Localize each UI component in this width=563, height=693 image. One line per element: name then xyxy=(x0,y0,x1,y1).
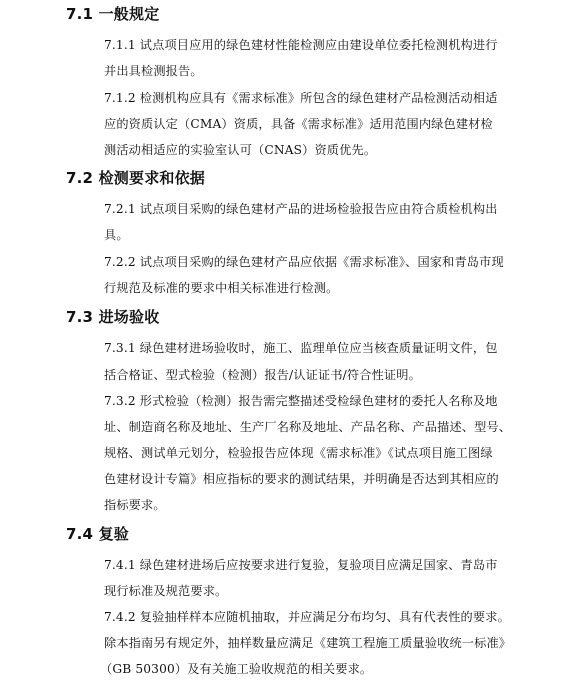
paragraph-7-3-2-line-5: 指标要求。 xyxy=(104,498,166,512)
paragraph-7-4-1-line-1: 7.4.1 绿色建材进场后应按要求进行复验，复验项目应满足国家、青岛市 xyxy=(104,558,498,572)
paragraph-7-1-2-line-1: 7.1.2 检测机构应具有《需求标准》所包含的绿色建材产品检测活动相适 xyxy=(104,91,498,105)
section-heading-7-4: 7.4 复验 xyxy=(66,525,129,543)
paragraph-7-4-2-line-2: 除本指南另有规定外，抽样数量应满足《建筑工程施工质量验收统一标准》 xyxy=(104,636,512,650)
paragraph-7-2-2-line-2: 行规范及标准的要求中相关标准进行检测。 xyxy=(104,281,339,295)
paragraph-7-4-1-line-2: 现行标准及规范要求。 xyxy=(104,584,228,598)
paragraph-7-3-2-line-2: 址、制造商名称及地址、生产厂名称及地址、产品名称、产品描述、型号、 xyxy=(104,420,512,434)
section-heading-7-3: 7.3 进场验收 xyxy=(66,308,160,326)
paragraph-7-1-2-line-3: 测活动相适应的实验室认可（CNAS）资质优先。 xyxy=(104,143,377,157)
paragraph-7-4-2-line-3: （GB 50300）及有关施工验收规范的相关要求。 xyxy=(100,662,373,676)
paragraph-7-3-1-line-2: 括合格证、型式检验（检测）报告/认证证书/符合性证明。 xyxy=(104,368,421,382)
paragraph-7-3-2-line-3: 规格、测试单元划分，检验报告应体现《需求标准》《试点项目施工图绿 xyxy=(104,446,493,460)
paragraph-7-4-2-line-1: 7.4.2 复验抽样样本应随机抽取，并应满足分布均匀、具有代表性的要求。 xyxy=(104,610,510,624)
paragraph-7-2-1-line-2: 具。 xyxy=(104,228,129,242)
paragraph-7-3-2-line-4: 色建材设计专篇》相应指标的要求的测试结果，并明确是否达到其相应的 xyxy=(104,472,499,486)
paragraph-7-2-2-line-1: 7.2.2 试点项目采购的绿色建材产品应依据《需求标准》、国家和青岛市现 xyxy=(104,255,504,269)
section-heading-7-1: 7.1 一般规定 xyxy=(66,5,160,23)
section-heading-7-2: 7.2 检测要求和依据 xyxy=(66,169,205,187)
paragraph-7-1-1-line-2: 并出具检测报告。 xyxy=(104,64,203,78)
paragraph-7-3-1-line-1: 7.3.1 绿色建材进场验收时，施工、监理单位应当核查质量证明文件，包 xyxy=(104,341,498,355)
paragraph-7-1-1-line-1: 7.1.1 试点项目应用的绿色建材性能检测应由建设单位委托检测机构进行 xyxy=(104,38,498,52)
paragraph-7-2-1-line-1: 7.2.1 试点项目采购的绿色建材产品的进场检验报告应由符合质检机构出 xyxy=(104,202,498,216)
paragraph-7-1-2-line-2: 应的资质认定（CMA）资质，具备《需求标准》适用范围内绿色建材检 xyxy=(104,117,493,131)
paragraph-7-3-2-line-1: 7.3.2 形式检验（检测）报告需完整描述受检绿色建材的委托人名称及地 xyxy=(104,394,498,408)
